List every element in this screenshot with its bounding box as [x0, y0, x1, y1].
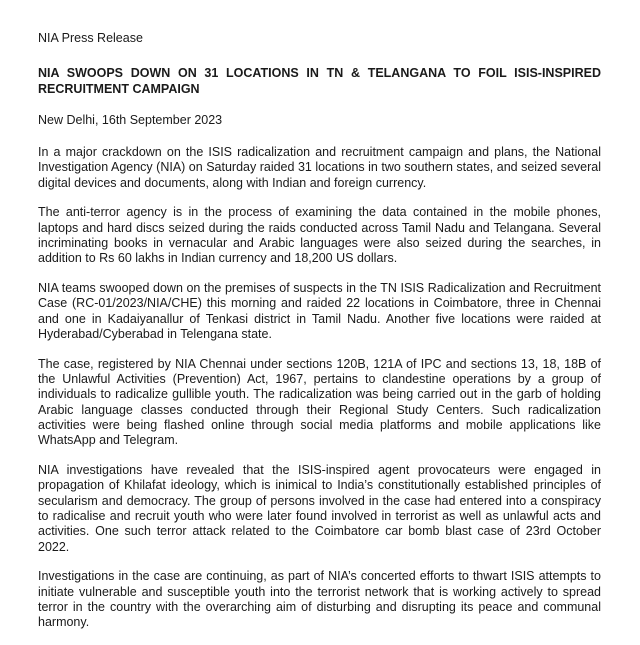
headline: NIA SWOOPS DOWN ON 31 LOCATIONS IN TN & TELANGANA TO FOIL ISIS-INSPIRED RECRUITMENT CAMPAIGN	[38, 66, 601, 96]
document-label: NIA Press Release	[38, 31, 143, 45]
dateline: New Delhi, 16th September 2023	[38, 113, 223, 127]
paragraph-5: NIA investigations have revealed that the ISIS-inspired agent provocateurs were engaged in propagation of Khilafat ideology, which is inimical to India’s constitutionally established principles of secularism and democracy. The group of persons involved in the case had entered into a conspiracy to radicalise and recruit youth who were later found involved in terrorist as well as unlawful acts and activities. One such terror attack related to the Coimbatore car bomb blast case of 23rd October 2022.	[38, 463, 601, 554]
paragraph-2: The anti-terror agency is in the process of examining the data contained in the mobile phones, laptops and hard discs seized during the raids conducted across Tamil Nadu and Telangana. Several incriminating books in vernacular and Arabic languages were also seized during the searches, in addition to Rs 60 lakhs in Indian currency and 18,200 US dollars.	[38, 205, 601, 266]
press-release-document	[38, 30, 601, 645]
paragraph-3: NIA teams swooped down on the premises of suspects in the TN ISIS Radicalization and Recruitment Case (RC-01/2023/NIA/CHE) this morning and raided 22 locations in Coimbatore, three in Chennai and one in Kadaiyanallur of Tenkasi district in Tamil Nadu. Another five locations were raided at Hyderabad/Cyberabad in Telengana state.	[38, 281, 601, 341]
paragraph-4: The case, registered by NIA Chennai under sections 120B, 121A of IPC and sections 13, 18, 18B of the Unlawful Activities (Prevention) Act, 1967, pertains to clandestine operations by a group of individuals to radicalize gullible youth. The radicalization was being carried out in the garb of holding Arabic language classes conducted through their Regional Study Centers. Such radicalization activities were being flashed online through social media platforms and mobile applications like WhatsApp and Telegram.	[38, 356, 601, 448]
paragraph-1: In a major crackdown on the ISIS radicalization and recruitment campaign and plans, the National Investigation Agency (NIA) on Saturday raided 31 locations in two southern states, and seized several digital devices and documents, along with Indian and foreign currency.	[38, 145, 601, 190]
paragraph-6: Investigations in the case are continuing, as part of NIA’s concerted efforts to thwart ISIS attempts to initiate vulnerable and susceptible youth into the terrorist network that is working actively to spread terror in the country with the overarching aim of disturbing and disrupting its peace and communal harmony.	[38, 569, 601, 630]
